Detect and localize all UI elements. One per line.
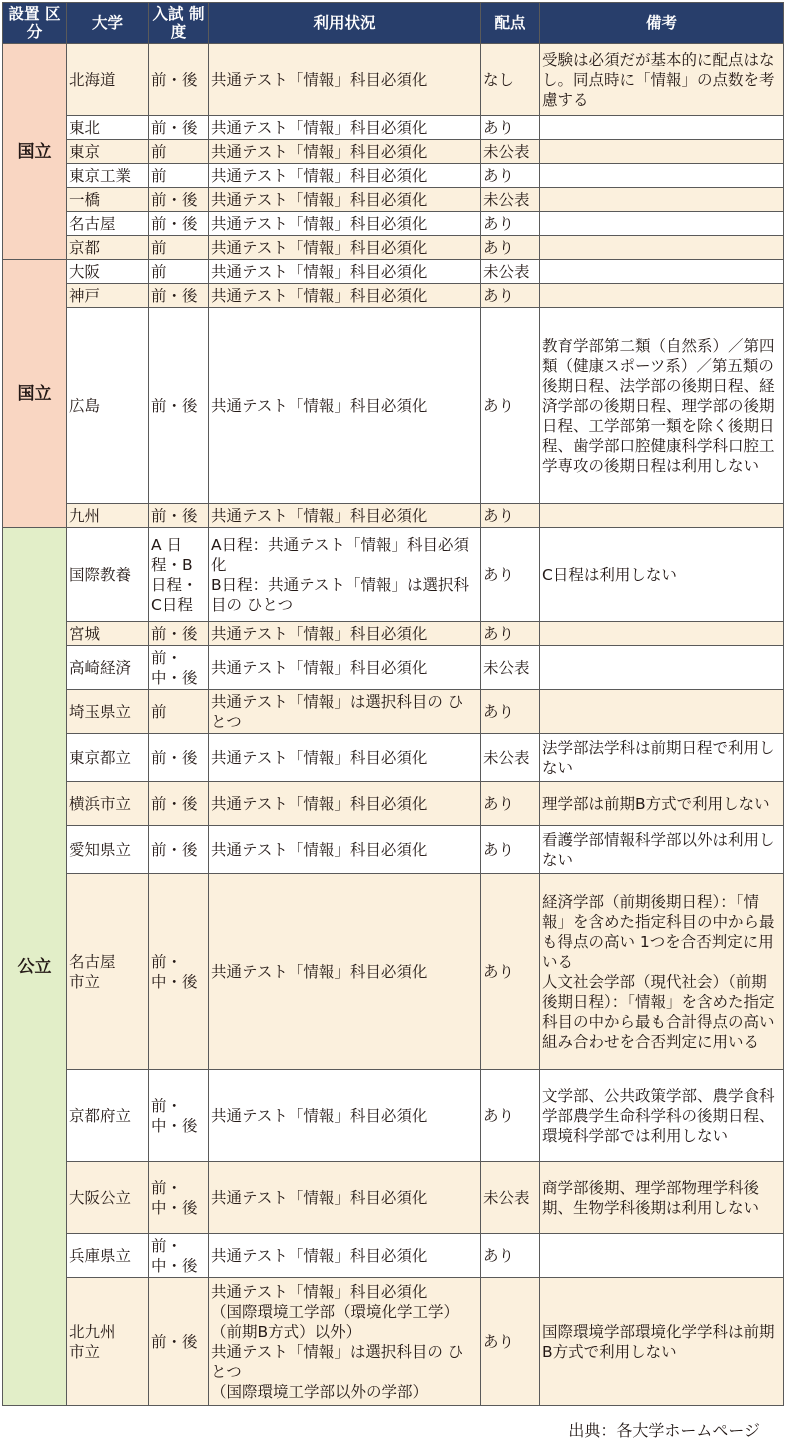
remarks-cell xyxy=(540,504,784,528)
table-body xyxy=(3,44,784,1406)
table-row xyxy=(3,782,784,826)
remarks-cell: 理学部は前期B方式で利用しない xyxy=(540,782,784,826)
score-cell: あり xyxy=(481,1234,540,1278)
university-cell: 北九州 市立 xyxy=(67,1278,149,1406)
remarks-cell xyxy=(540,260,784,284)
header-row xyxy=(3,3,784,44)
table-row xyxy=(3,188,784,212)
usage-cell: 共通テスト「情報」科目必須化 xyxy=(209,140,481,164)
university-cell: 東北 xyxy=(67,116,149,140)
score-cell: なし xyxy=(481,44,540,116)
table-row xyxy=(3,116,784,140)
exam-system-cell: 前・後 xyxy=(149,188,209,212)
score-cell: あり xyxy=(481,528,540,622)
score-cell: 未公表 xyxy=(481,734,540,782)
usage-cell: 共通テスト「情報」科目必須化 xyxy=(209,734,481,782)
university-cell: 広島 xyxy=(67,308,149,504)
table-row xyxy=(3,164,784,188)
header-remarks: 備考 xyxy=(540,3,784,44)
exam-system-cell: 前 xyxy=(149,260,209,284)
table-row xyxy=(3,260,784,284)
score-cell: あり xyxy=(481,284,540,308)
exam-system-cell: 前・後 xyxy=(149,734,209,782)
usage-cell: 共通テスト「情報」科目必須化 xyxy=(209,622,481,646)
usage-cell: 共通テスト「情報」科目必須化 xyxy=(209,164,481,188)
usage-cell: 共通テスト「情報」科目必須化 xyxy=(209,188,481,212)
score-cell: 未公表 xyxy=(481,188,540,212)
table-row xyxy=(3,622,784,646)
table-row xyxy=(3,140,784,164)
table-row xyxy=(3,528,784,622)
table-row xyxy=(3,44,784,116)
remarks-cell: 文学部、公共政策学部、農学食科学部農学生命科学科の後期日程、環境科学部では利用しない xyxy=(540,1070,784,1162)
score-cell: あり xyxy=(481,690,540,734)
usage-cell: 共通テスト「情報」科目必須化 xyxy=(209,874,481,1070)
exam-system-cell: 前・後 xyxy=(149,116,209,140)
header-usage: 利用状況 xyxy=(209,3,481,44)
university-cell: 宮城 xyxy=(67,622,149,646)
university-cell: 大阪公立 xyxy=(67,1162,149,1234)
remarks-cell xyxy=(540,212,784,236)
usage-cell: 共通テスト「情報」科目必須化 xyxy=(209,116,481,140)
university-cell: 名古屋 市立 xyxy=(67,874,149,1070)
exam-system-cell: 前 xyxy=(149,690,209,734)
usage-cell: 共通テスト「情報」科目必須化 xyxy=(209,504,481,528)
remarks-cell: 商学部後期、理学部物理学科後期、生物学科後期は利用しない xyxy=(540,1162,784,1234)
table-row xyxy=(3,212,784,236)
score-cell: あり xyxy=(481,116,540,140)
exam-system-cell: 前・後 xyxy=(149,1278,209,1406)
usage-cell: 共通テスト「情報」は選択科目の ひとつ xyxy=(209,690,481,734)
table-row xyxy=(3,646,784,690)
table-row xyxy=(3,874,784,1070)
score-cell: あり xyxy=(481,782,540,826)
usage-cell: 共通テスト「情報」科目必須化 xyxy=(209,260,481,284)
usage-cell: 共通テスト「情報」科目必須化 xyxy=(209,212,481,236)
exam-system-cell: A 日程・B日程・C日程 xyxy=(149,528,209,622)
remarks-cell: 経済学部（前期後期日程）：「情報」を含めた指定科目の中から最も得点の高い 1つを合否判定に用いる 人文社会学部（現代社会）（前期後期日程）：「情報」を含めた指定科目の中から最も合計得点の高い組み合わせを合否判定に用いる xyxy=(540,874,784,1070)
university-cell: 国際教養 xyxy=(67,528,149,622)
university-cell: 東京都立 xyxy=(67,734,149,782)
remarks-cell xyxy=(540,690,784,734)
table-row xyxy=(3,236,784,260)
exam-system-cell: 前・後 xyxy=(149,212,209,236)
university-cell: 京都 xyxy=(67,236,149,260)
remarks-cell: 看護学部情報科学部以外は利用しない xyxy=(540,826,784,874)
score-cell: あり xyxy=(481,236,540,260)
university-cell: 東京工業 xyxy=(67,164,149,188)
exam-system-cell: 前 xyxy=(149,236,209,260)
remarks-cell xyxy=(540,1234,784,1278)
usage-cell: A日程：共通テスト「情報」科目必須化 B日程：共通テスト「情報」は選択科目の ひとつ xyxy=(209,528,481,622)
score-cell: 未公表 xyxy=(481,646,540,690)
score-cell: あり xyxy=(481,1070,540,1162)
category-cell: 公立 xyxy=(3,528,67,1406)
table-row xyxy=(3,690,784,734)
table-row xyxy=(3,284,784,308)
exam-system-cell: 前・中・後 xyxy=(149,646,209,690)
source-note: 出典：各大学ホームページ xyxy=(568,1421,760,1440)
score-cell: あり xyxy=(481,826,540,874)
usage-cell: 共通テスト「情報」科目必須化 xyxy=(209,1234,481,1278)
exam-system-cell: 前・後 xyxy=(149,284,209,308)
exam-system-cell: 前・中・後 xyxy=(149,874,209,1070)
exam-system-cell: 前・後 xyxy=(149,44,209,116)
usage-cell: 共通テスト「情報」科目必須化 xyxy=(209,782,481,826)
remarks-cell xyxy=(540,622,784,646)
usage-cell: 共通テスト「情報」科目必須化 （国際環境工学部（環境化学工学）（前期B方式）以外） 共通テスト「情報」は選択科目の ひとつ （国際環境工学部以外の学部） xyxy=(209,1278,481,1406)
exam-system-cell: 前 xyxy=(149,140,209,164)
score-cell: 未公表 xyxy=(481,260,540,284)
remarks-cell xyxy=(540,188,784,212)
university-cell: 一橋 xyxy=(67,188,149,212)
usage-cell: 共通テスト「情報」科目必須化 xyxy=(209,308,481,504)
remarks-cell xyxy=(540,164,784,188)
exam-system-cell: 前・中・後 xyxy=(149,1162,209,1234)
exam-system-cell: 前・後 xyxy=(149,782,209,826)
university-cell: 神戸 xyxy=(67,284,149,308)
exam-system-cell: 前・後 xyxy=(149,622,209,646)
score-cell: 未公表 xyxy=(481,1162,540,1234)
usage-cell: 共通テスト「情報」科目必須化 xyxy=(209,1070,481,1162)
exam-system-cell: 前・後 xyxy=(149,308,209,504)
university-cell: 高崎経済 xyxy=(67,646,149,690)
university-cell: 横浜市立 xyxy=(67,782,149,826)
usage-cell: 共通テスト「情報」科目必須化 xyxy=(209,284,481,308)
header-exam-system: 入試 制度 xyxy=(149,3,209,44)
table-row xyxy=(3,734,784,782)
remarks-cell xyxy=(540,284,784,308)
exam-system-cell: 前・中・後 xyxy=(149,1234,209,1278)
exam-system-cell: 前・後 xyxy=(149,504,209,528)
usage-cell: 共通テスト「情報」科目必須化 xyxy=(209,826,481,874)
university-cell: 大阪 xyxy=(67,260,149,284)
usage-cell: 共通テスト「情報」科目必須化 xyxy=(209,44,481,116)
university-cell: 九州 xyxy=(67,504,149,528)
table-row xyxy=(3,1162,784,1234)
category-cell: 国立 xyxy=(3,260,67,528)
remarks-cell xyxy=(540,140,784,164)
remarks-cell xyxy=(540,236,784,260)
header-category: 設置 区分 xyxy=(3,3,67,44)
university-cell: 東京 xyxy=(67,140,149,164)
score-cell: 未公表 xyxy=(481,140,540,164)
score-cell: あり xyxy=(481,1278,540,1406)
exam-system-cell: 前・後 xyxy=(149,826,209,874)
score-cell: あり xyxy=(481,164,540,188)
usage-cell: 共通テスト「情報」科目必須化 xyxy=(209,1162,481,1234)
remarks-cell: 法学部法学科は前期日程で利用しない xyxy=(540,734,784,782)
header-score: 配点 xyxy=(481,3,540,44)
university-cell: 北海道 xyxy=(67,44,149,116)
remarks-cell xyxy=(540,646,784,690)
score-cell: あり xyxy=(481,874,540,1070)
university-cell: 京都府立 xyxy=(67,1070,149,1162)
university-cell: 兵庫県立 xyxy=(67,1234,149,1278)
score-cell: あり xyxy=(481,622,540,646)
table-row xyxy=(3,308,784,504)
table-row xyxy=(3,504,784,528)
remarks-cell xyxy=(540,116,784,140)
remarks-cell: 受験は必須だが基本的に配点はなし。同点時に「情報」の点数を考慮する xyxy=(540,44,784,116)
remarks-cell: 教育学部第二類（自然系）／第四類（健康スポーツ系）／第五類の後期日程、法学部の後期日程、経済学部の後期日程、理学部の後期日程、工学部第一類を除く後期日程、歯学部口腔健康科学科口腔工学専攻の後期日程は利用しない xyxy=(540,308,784,504)
table-row xyxy=(3,826,784,874)
exam-system-cell: 前・中・後 xyxy=(149,1070,209,1162)
header-university: 大学 xyxy=(67,3,149,44)
university-cell: 愛知県立 xyxy=(67,826,149,874)
score-cell: あり xyxy=(481,504,540,528)
university-cell: 埼玉県立 xyxy=(67,690,149,734)
score-cell: あり xyxy=(481,308,540,504)
score-cell: あり xyxy=(481,212,540,236)
category-cell: 国立 xyxy=(3,44,67,260)
usage-cell: 共通テスト「情報」科目必須化 xyxy=(209,236,481,260)
table-row xyxy=(3,1278,784,1406)
table-row xyxy=(3,1070,784,1162)
remarks-cell: C日程は利用しない xyxy=(540,528,784,622)
university-cell: 名古屋 xyxy=(67,212,149,236)
remarks-cell: 国際環境学部環境化学学科は前期B方式で利用しない xyxy=(540,1278,784,1406)
usage-cell: 共通テスト「情報」科目必須化 xyxy=(209,646,481,690)
exam-system-cell: 前 xyxy=(149,164,209,188)
admission-table xyxy=(2,2,784,1406)
table-row xyxy=(3,1234,784,1278)
